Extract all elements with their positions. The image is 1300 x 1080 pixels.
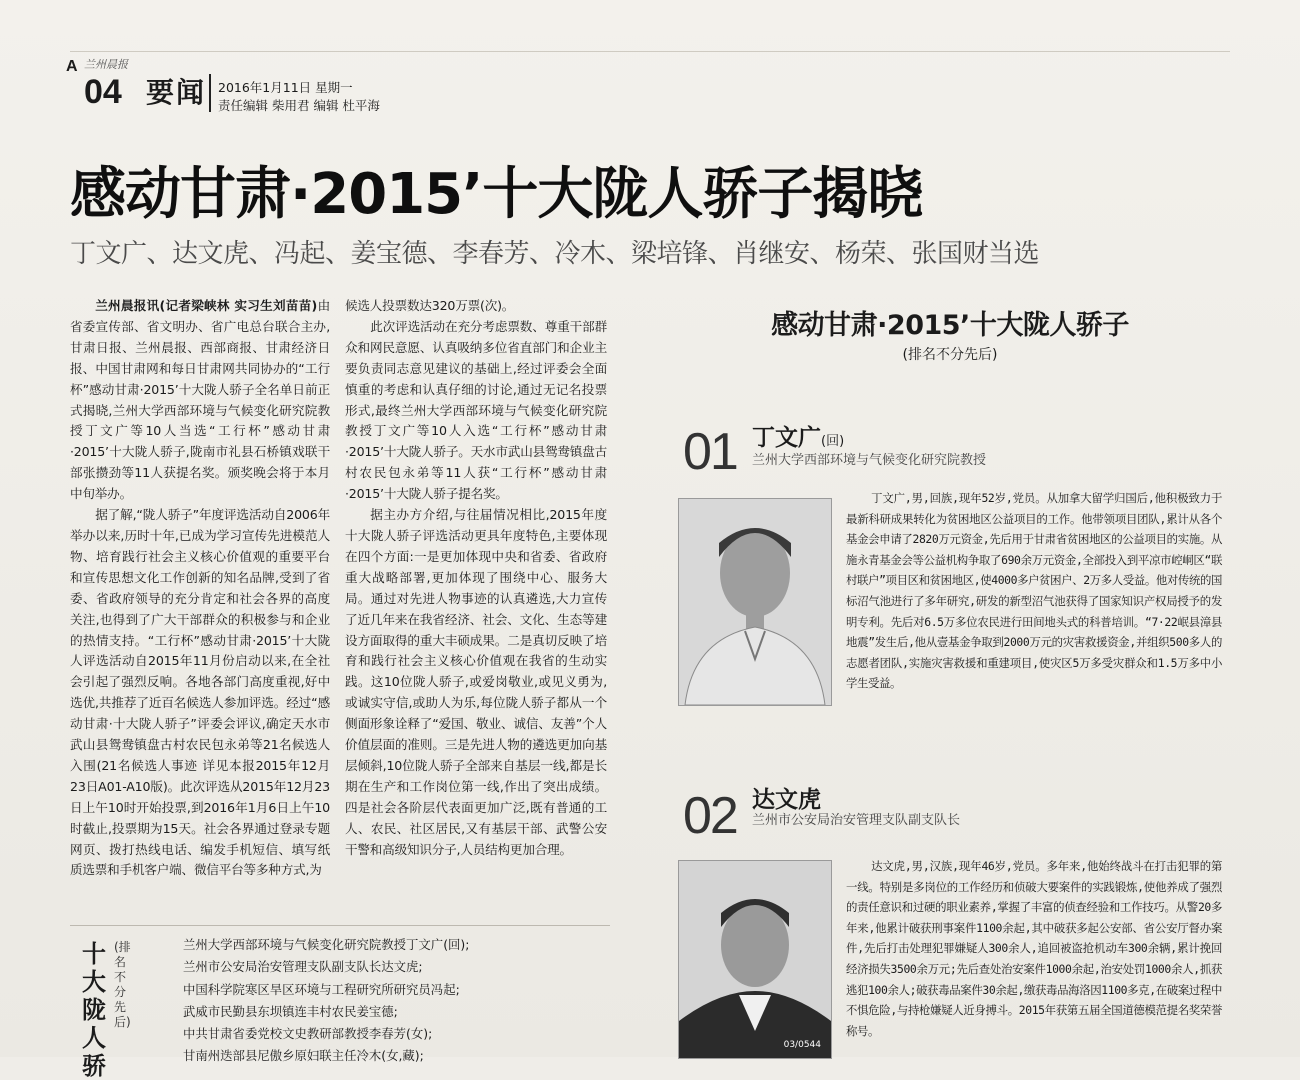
page-mark: A <box>66 58 78 75</box>
section-name: 要闻 <box>146 76 207 109</box>
honoree-bio: 达文虎,男,汉族,现年46岁,党员。多年来,他始终战斗在打击犯罪的第一线。特别是多岗位的工作经历和侦破大要案件的实践锻炼,使他养成了强烈的责任意识和过硬的职业素养,掌握了丰富的侦查经验和工作技巧。从警20多年来,他累计破获刑事案件1100余起,其中破获多起公安部、省公安厅督办案件,先后打击处理犯罪嫌疑人300余人,追回被盗抢机动车300余辆,累计挽回经济损失3500余万元;先后查处治安案件1000余起,治安处罚1000余人,抓获逃犯100余人;破获毒品案件30余起,缴获毒品海洛因1100多克,在破案过程中不惧危险,与持枪嫌疑人近身搏斗。2015年获第五届全国道德模范提名奖荣誉称号。 <box>846 859 1222 1038</box>
paragraph: 此次评选活动在充分考虑票数、尊重干部群众和网民意愿、认真吸纳多位省直部门和企业主要负责同志意见建议的基础上,经过评委会全面慎重的考虑和认真仔细的讨论,通过无记名投票形式,最终兰州大学西部环境与气候变化研究院教授丁文广等10人入选“工行杯”感动甘肃·2015’十大陇人骄子。天水市武山县鸳鸯镇盘古村农民包永弟等11人获“工行杯”感动甘肃·2015’十大陇人骄子提名奖。 <box>345 318 607 502</box>
paragraph: 据了解,“陇人骄子”年度评选活动自2006年举办以来,历时十年,已成为学习宣传先进模范人物、培育践行社会主义核心价值观的重要平台和宣传思想文化工作创新的知名品牌,受到了省委、省政府领导的充分肯定和社会各界的高度关注,也得到了广大干部群众的积极参与和企业的热情支持。“工行杯”感动甘肃·2015’十大陇人评选活动自2015年11月份启动以来,在全社会引起了强烈反响。各地各部门高度重视,好中选优,共推荐了近百名候选人参加评选。经过“感动甘肃·十大陇人骄子”评委会评议,确定天水市武山县鸳鸯镇盘古村农民包永弟等21名候选人入围(21名候选人事迹 详见本报2015年12月23日A01-A10版)。此次评选从2015年12月23日上午10时开始投票,到2016年1月6日上午10时截止,投票期为15天。社会各界通过登录专题网页、拨打热线电话、编发手机短信、填写纸质选票和手机客户端、微信平台等多种方式,为 <box>70 507 330 878</box>
list-item: 武威市民勤县东坝镇连丰村农民姜宝德; <box>183 1003 398 1019</box>
dateline: 兰州晨报讯(记者梁峡林 实习生刘苗苗) <box>95 298 318 313</box>
masthead-divider <box>209 74 211 112</box>
ethnicity-tag: (回) <box>821 434 845 449</box>
article-column-1 <box>70 296 330 881</box>
headline: 感动甘肃·2015’十大陇人骄子揭晓 <box>70 162 923 227</box>
feature-box-title: 感动甘肃·2015’十大陇人骄子 <box>771 310 1129 341</box>
paragraph: 候选人投票数达320万票(次)。 <box>345 298 515 313</box>
winner-list <box>183 934 603 1068</box>
paragraph: 据主办方介绍,与往届情况相比,2015年度十大陇人骄子评选活动更具年度特色,主要体现在四个方面:一是更加体现中央和省委、省政府重大战略部署,更加体现了围绕中心、服务大局。通过对先进人物事迹的认真遴选,大力宣传了近几年来在我省经济、社会、文化、生态等建设方面取得的重大丰硕成果。二是真切反映了培育和践行社会主义核心价值观在我省的生动实践。这10位陇人骄子,或爱岗敬业,或见义勇为,或诚实守信,或助人为乐,每位陇人骄子都从一个侧面形象诠释了“爱国、敬业、诚信、友善”个人价值层面的准则。三是先进人物的遴选更加向基层倾斜,10位陇人骄子全部来自基层一线,都是长期在生产和工作岗位第一线,作出了突出成绩。四是社会各阶层代表面更加广泛,既有普通的工人、农民、社区居民,又有基层干部、武警公安干警和高级知识分子,人员结构更加合理。 <box>345 507 607 857</box>
honoree-number: 01 <box>683 423 737 481</box>
page-number: 04 <box>84 73 122 111</box>
honoree-role: 兰州市公安局治安管理支队副支队长 <box>752 813 961 828</box>
editors-line: 责任编辑 柴用君 编辑 杜平海 <box>218 98 380 113</box>
honoree-bio: 丁文广,男,回族,现年52岁,党员。从加拿大留学归国后,他积极致力于最新科研成果转化为贫困地区公益项目的工作。他带领项目团队,累计从各个基金会申请了2820万元资金,先后用于甘肃省贫困地区的公益项目的实施。从施永青基金会等公益机构争取了690余万元资金,全部投入到平凉市崆峒区“联村联户”项目区和贫困地区,使4000多户贫困户、2万多人受益。他对传统的国标沼气池进行了多年研究,研发的新型沼气池获得了国家知识产权局授予的发明专利。先后对6.5万多位农民进行田间地头式的科普培训。“7·22岷县漳县地震”发生后,他从壹基金争取到2000万元的灾害救援资金,并组织500多人的志愿者团队,实施灾害救援和重建项目,使灾区5万多受灾群众和1.5万多中小学生受益。 <box>846 491 1222 691</box>
portrait-image <box>679 861 831 1058</box>
list-item: 兰州市公安局治安管理支队副支队长达文虎; <box>183 959 423 975</box>
portrait-image <box>679 499 831 705</box>
sidebar-note: (排名不分先后) <box>114 940 131 1029</box>
list-item: 兰州大学西部环境与气候变化研究院教授丁文广(回); <box>183 937 470 952</box>
honoree-photo <box>678 860 832 1059</box>
feature-box-note: (排名不分先后) <box>902 347 998 363</box>
top-rule <box>70 51 1230 52</box>
paragraph: 由省委宣传部、省文明办、省广电总台联合主办,甘肃日报、兰州晨报、西部商报、甘肃经济日报、中国甘肃网和每日甘肃网共同协办的“工行杯”感动甘肃·2015’十大陇人骄子全名单日前正式揭晓,兰州大学西部环境与气候变化研究院教授丁文广等10人当选“工行杯”感动甘肃·2015’十大陇人骄子,陇南市礼县石桥镇戏联干部张攒劲等11人获提名奖。颁奖晚会将于本月中旬举办。 <box>70 298 330 502</box>
honoree-name: 丁文广(回) <box>752 425 845 451</box>
honoree-name: 达文虎 <box>752 787 821 813</box>
sidebar-rule <box>70 925 610 926</box>
subheadline: 丁文广、达文虎、冯起、姜宝德、李春芳、冷木、梁培锋、肖继安、杨荣、张国财当选 <box>70 239 1040 269</box>
honoree-role: 兰州大学西部环境与气候变化研究院教授 <box>752 453 987 468</box>
article-column-2 <box>345 296 607 860</box>
honoree-number: 02 <box>683 787 737 845</box>
honoree-photo <box>678 498 832 706</box>
list-item: 中共甘肃省委党校文史教研部教授李春芳(女); <box>183 1026 433 1042</box>
photo-badge: 03/0544 <box>783 1040 821 1050</box>
issue-date: 2016年1月11日 星期一 <box>218 80 353 95</box>
list-item: 中国科学院寒区旱区环境与工程研究所研究员冯起; <box>183 981 460 997</box>
sidebar-heading: 十大陇人骄 <box>82 940 106 1080</box>
paper-logo: 兰州晨报 <box>84 58 128 71</box>
list-item: 甘南州迭部县尼傲乡原妇联主任冷木(女,藏); <box>183 1048 424 1064</box>
